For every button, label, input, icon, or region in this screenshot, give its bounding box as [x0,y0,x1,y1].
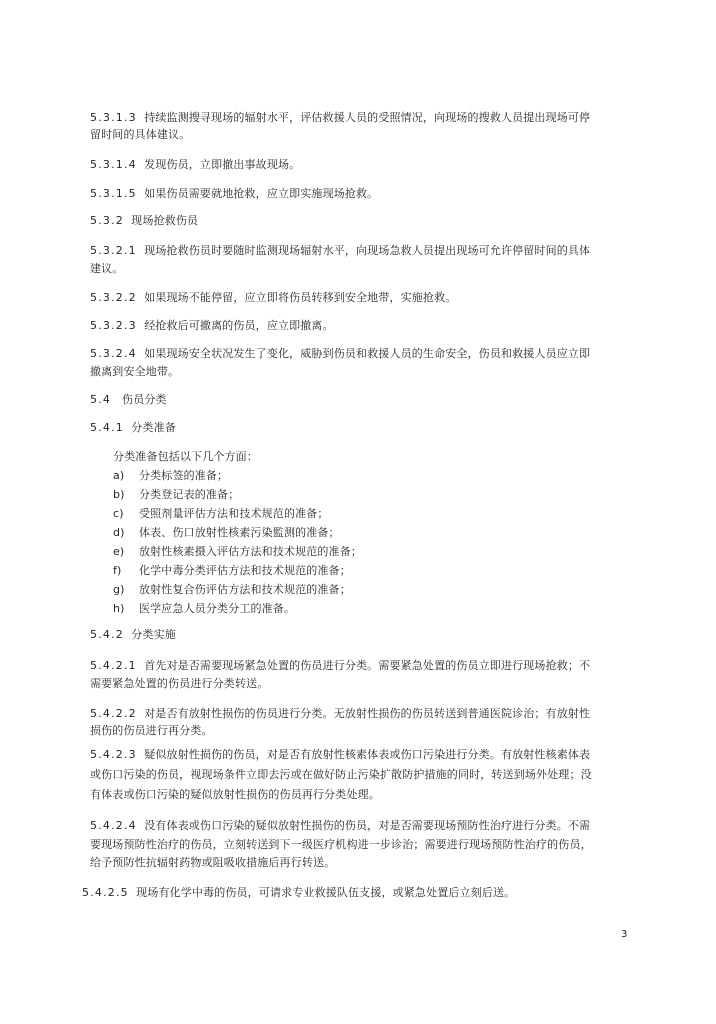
clause-text: 首先对是否需要现场紧急处置的伤员进行分类。需要紧急处置的伤员立即进行现场抢救；不 [144,659,591,672]
section-number: 5.4 [90,393,112,406]
list-item: d) 体表、伤口放射性核素污染監测的准备； [113,526,340,539]
clause-text: 没有体表或伤口污染的疑似放射性损伤的伤员，对是否需要现场预防性治疗进行分类。不需 [144,819,591,832]
section-number: 5.4.2 [90,628,124,641]
clause-number: 5.3.2.4 [90,347,137,360]
list-intro: 分类准备包括以下几个方面： [113,450,258,463]
clause-text: 现场有化学中毒的伤员，可请求专业救援队伍支援，或紧急处置后立刻后送。 [136,886,516,899]
clause-5-3-1-4 [90,154,300,176]
clause-text-continuation: 留时间的具体建议。 [90,128,191,141]
clause-text: 现场抢救伤员时要随时监测现场辐射水平，向现场急救人员提出现场可允许停留时间的具体 [144,244,591,257]
clause-5-3-2-2 [90,287,456,309]
clause-text-continuation: 或伤口污染的伤员，视现场条件立即去污或在做好防止污染扩散防护措施的同时，转送到场外处理；没 [90,768,592,781]
clause-text: 如果现场不能停留，应立即将伤员转移到安全地带，实施抢救。 [144,291,457,304]
clause-5-3-2-1 [90,240,590,262]
clause-number: 5.4.2.2 [90,707,137,720]
clause-5-4-2-5 [82,882,515,904]
clause-5-3-2-3 [90,315,334,337]
clause-text-continuation: 建议。 [90,262,124,275]
section-5-4-2 [90,624,176,646]
section-5-4 [90,389,167,411]
section-number: 5.3.2 [90,214,124,227]
list-item: c) 受照剂量评估方法和技术规范的准备； [113,507,329,520]
list-item: e) 放射性核素摄入评估方法和技术规范的准备； [113,545,362,558]
clause-5-3-1-5 [90,183,378,205]
clause-number: 5.3.1.5 [90,187,137,200]
clause-text-continuation: 给予预防性抗辐射药物或阻吸收措施后再行转送。 [90,856,336,869]
list-item: h) 医学应急人员分类分工的准备。 [113,602,296,615]
clause-text-continuation: 损伤的伤员进行再分类。 [90,724,213,737]
clause-number: 5.4.2.4 [90,819,137,832]
clause-text-continuation: 需要紧急处置的伤员进行分类转送。 [90,677,269,690]
clause-text: 发现伤员，立即撤出事故现场。 [144,158,301,171]
clause-number: 5.3.2.3 [90,319,137,332]
section-5-3-2 [90,210,198,232]
clause-number: 5.3.2.2 [90,291,137,304]
clause-text: 持续监测搜寻现场的辐射水平，评估救援人员的受照情况，向现场的搜救人员提出现场可停 [144,111,591,124]
clause-number: 5.4.2.1 [90,659,137,672]
clause-text: 如果伤员需要就地抢救，应立即实施现场抢救。 [144,187,379,200]
clause-number: 5.3.1.4 [90,158,137,171]
clause-number: 5.4.2.5 [82,886,129,899]
section-title: 分类准备 [131,421,176,434]
section-number: 5.4.1 [90,421,124,434]
clause-text-continuation: 撤离到安全地带。 [90,365,180,378]
clause-number: 5.3.2.1 [90,244,137,257]
clause-text: 经抢救后可撤离的伤员，应立即撤离。 [144,319,334,332]
page-number: 3 [621,929,628,940]
clause-number: 5.4.2.3 [90,748,137,761]
clause-text-continuation: 有体表或伤口污染的疑似放射性损伤的伤员再行分类处理。 [90,788,380,801]
section-title: 现场抢救伤员 [131,214,199,227]
clause-text: 如果现场安全状况发生了变化，威胁到伤员和救援人员的生命安全，伤员和救援人员应立即 [144,347,591,360]
clause-text: 对是否有放射性损伤的伤员进行分类。无放射性损伤的伤员转送到普通医院诊治；有放射性 [144,707,591,720]
list-item: f) 化学中毒分类评估方法和技术规范的准备； [113,564,351,577]
clause-text: 疑似放射性损伤的伤员，对是否有放射性核素体表或伤口污染进行分类。有放射性核素体表 [144,748,591,761]
list-item: a) 分类标签的准备； [113,469,229,482]
list-item: g) 放射性复合伤评估方法和技术规范的准备； [113,583,351,596]
list-item: b) 分类登记表的准备； [113,488,240,501]
clause-text-continuation: 要现场预防性治疗的伤员，立刻转送到下一级医疗机构进一步诊治；需要进行现场预防性治疗的伤员， [90,838,592,851]
section-title: 分类实施 [131,628,176,641]
clause-number: 5.3.1.3 [90,111,137,124]
clause-5-4-2-3 [90,744,590,766]
section-title: 伤员分类 [122,393,167,406]
section-5-4-1 [90,417,176,439]
